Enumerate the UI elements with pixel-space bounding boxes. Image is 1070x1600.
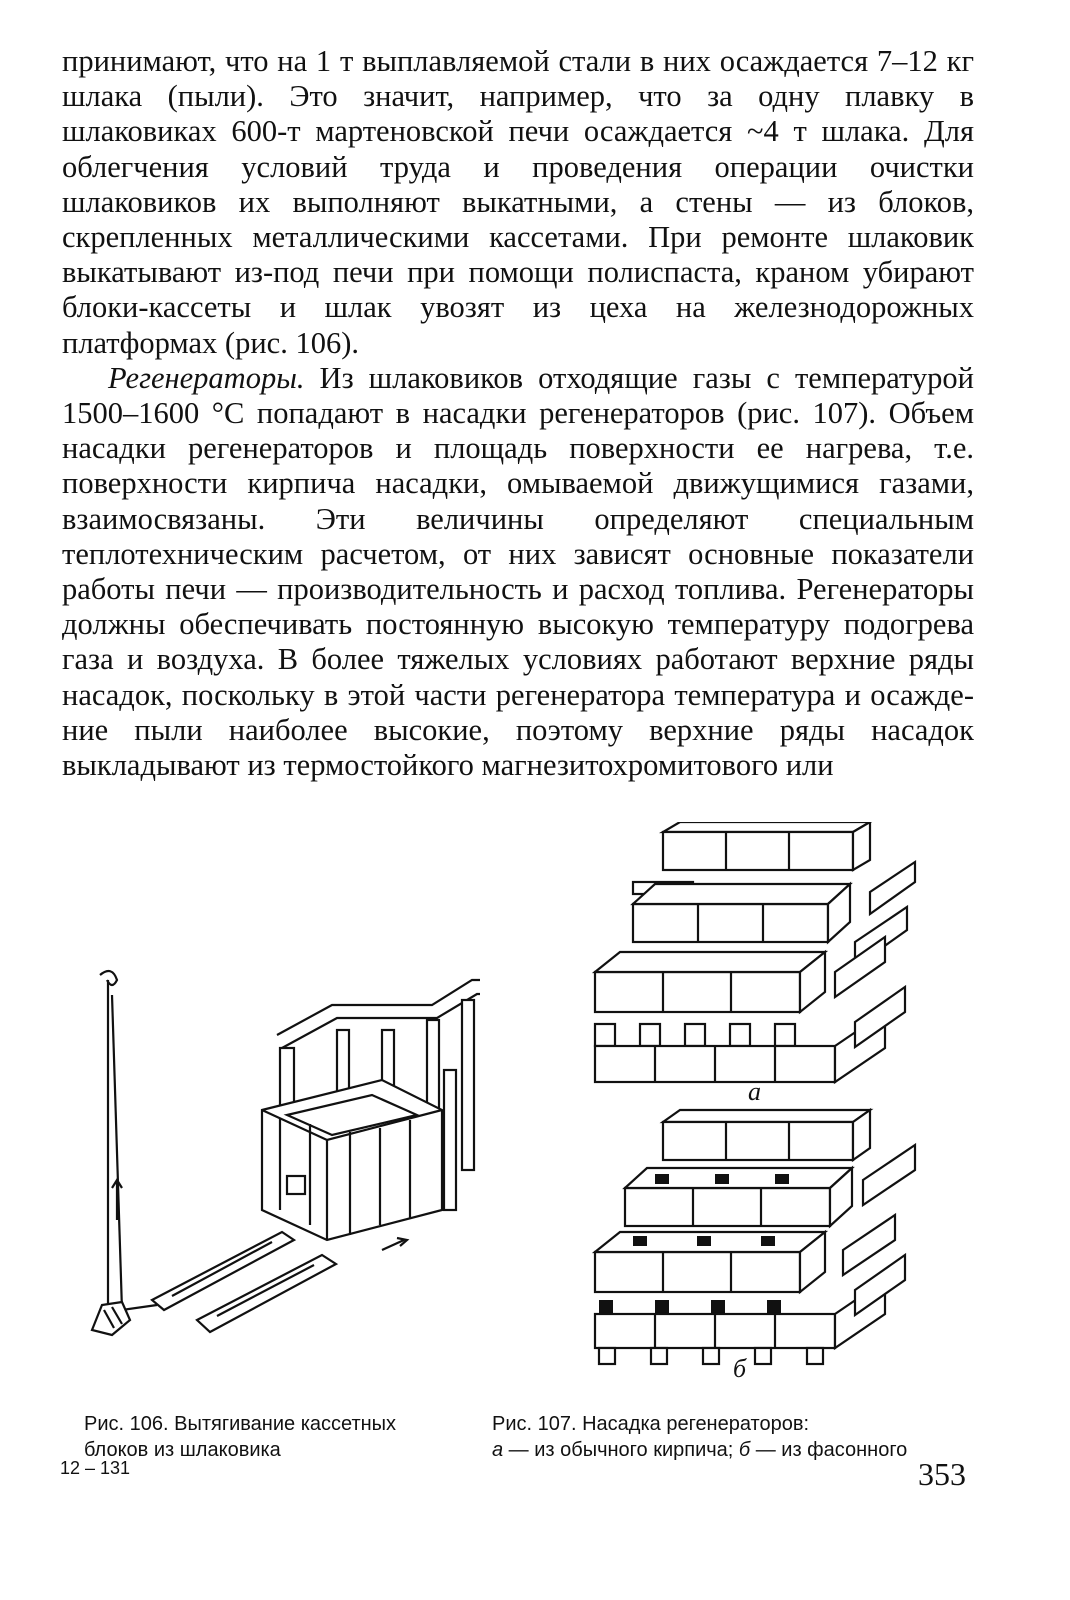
figure-106-illustration <box>82 880 482 1340</box>
figure-107b-label: б <box>733 1354 747 1383</box>
page-number: 353 <box>918 1456 966 1492</box>
figure-106-caption: Рис. 106. Вытягивание кассетных блоков из шлаковика <box>84 1413 397 1461</box>
paragraph-regenerators <box>62 361 974 783</box>
legend-b-text: — из фасонного <box>750 1439 908 1461</box>
signature-mark: 12 – 131 <box>60 1458 131 1478</box>
box-window <box>287 1176 305 1194</box>
body-text <box>62 44 974 783</box>
checker-row-3 <box>595 937 885 1012</box>
checker-top-row <box>663 822 870 870</box>
legend-a-text: — из обычного кирпича; <box>503 1439 739 1461</box>
figure-107-caption-title: Рис. 107. Насадка регенераторов: <box>492 1413 810 1435</box>
figure-107b-checker <box>585 1100 930 1370</box>
legend-b: б <box>738 1439 751 1461</box>
paragraph-1: принимают, что на 1 т выплавляемой стали в них осаждается 7–12 кг шлака (пыли). Это значит, например, что за одну плавку в шлаковиках 600-т мартеновской печи осаждается ~4 т шлака. Для облегчения условий труда и проведения операции очистки шлаковиков их выполняют выкатными, а стены — из блоков, скрепленных металлическими кассетами. При ремонте шлаковик выкатывают из-под печи при помощи полиспаста, краном убирают блоки-кассеты и шлак увозят из цеха на железнодорожных платформах (рис. 106). <box>62 44 974 360</box>
paragraph-2-text: Из шлаковиков отходящие газы с температурой 1500–1600 °С попадают в насадки регенераторов (рис. 107). Объем насадки регенераторов и площадь поверхности ее нагрева, т.е. поверхности кирпича насадки, омываемой движущимися газами, взаимосвязаны. Эти величины определяют специальным теплотехническим расчетом, от них зависят основные показатели работы печи — производительность и расход топлива. Регенераторы должны обеспечивать постоянную высокую температуру подогрева газа и воздуха. В более тяжелых условиях работают верхние ряды насадок, поскольку в этой части регенератора температура и осаждение пыли наиболее высокие, поэтому верхние ряды насадок выкладывают из термостойкого магнезитохромитового или <box>62 360 974 783</box>
runin-heading: Регенераторы. <box>108 360 305 395</box>
figure-107a-label: а <box>748 1077 761 1106</box>
legend-a: а <box>492 1439 504 1461</box>
winch <box>92 1302 130 1335</box>
checker-b-top <box>663 1110 870 1160</box>
figure-107-caption <box>492 1411 992 1463</box>
figure-107a-checker <box>585 822 930 1087</box>
figure-107-caption-legend <box>492 1437 992 1463</box>
